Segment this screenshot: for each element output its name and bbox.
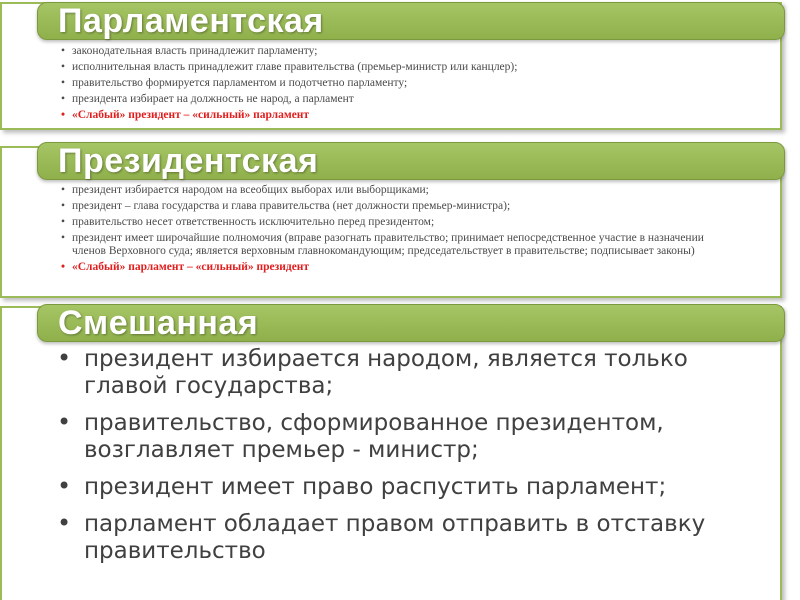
list-item-highlight: • «Слабый» парламент – «сильный» президент [60, 261, 725, 274]
section-list [60, 45, 770, 125]
list-item: • президент – глава государства и глава правительства (нет должности премьер-министра); [60, 200, 725, 213]
list-item: • правительство, сформированное президентом, возглавляет премьер - министр; [54, 410, 744, 464]
list-item: • президент имеет право распустить парламент; [54, 474, 744, 501]
list-item: • парламент обладает правом отправить в отставку правительство [54, 511, 744, 565]
list-item: • правительство несет ответственность исключительно перед президентом; [60, 216, 725, 229]
section-mixed [0, 306, 782, 600]
section-title: Президентская [58, 142, 319, 180]
list-item: • президент избирается народом на всеобщих выборах или выборщиками; [60, 184, 725, 197]
list-item-highlight: • «Слабый» президент – «сильный» парламент [60, 109, 770, 122]
section-title: Парламентская [58, 2, 324, 40]
section-title-bar [37, 2, 785, 40]
section-parliamentary [0, 2, 782, 130]
section-list [54, 346, 744, 575]
list-item: • исполнительная власть принадлежит главе правительства (премьер-министр или канцлер); [60, 61, 770, 74]
section-title-bar [37, 304, 785, 342]
list-item: • президент избирается народом, является только главой государства; [54, 346, 744, 400]
section-title: Смешанная [58, 304, 259, 342]
list-item: • президента избирает на должность не народ, а парламент [60, 93, 770, 106]
section-title-bar [37, 142, 785, 180]
list-item: • законодательная власть принадлежит парламенту; [60, 45, 770, 58]
list-item: • президент имеет широчайшие полномочия (вправе разогнать правительство; принимает непосредственное участие в назначении членов Верховного суда; является верховным главнокомандующим; председательствует в правительстве; подписывает законы) [60, 232, 725, 258]
section-presidential [0, 142, 782, 298]
section-list [60, 184, 725, 277]
list-item: • правительство формируется парламентом и подотчетно парламенту; [60, 77, 770, 90]
